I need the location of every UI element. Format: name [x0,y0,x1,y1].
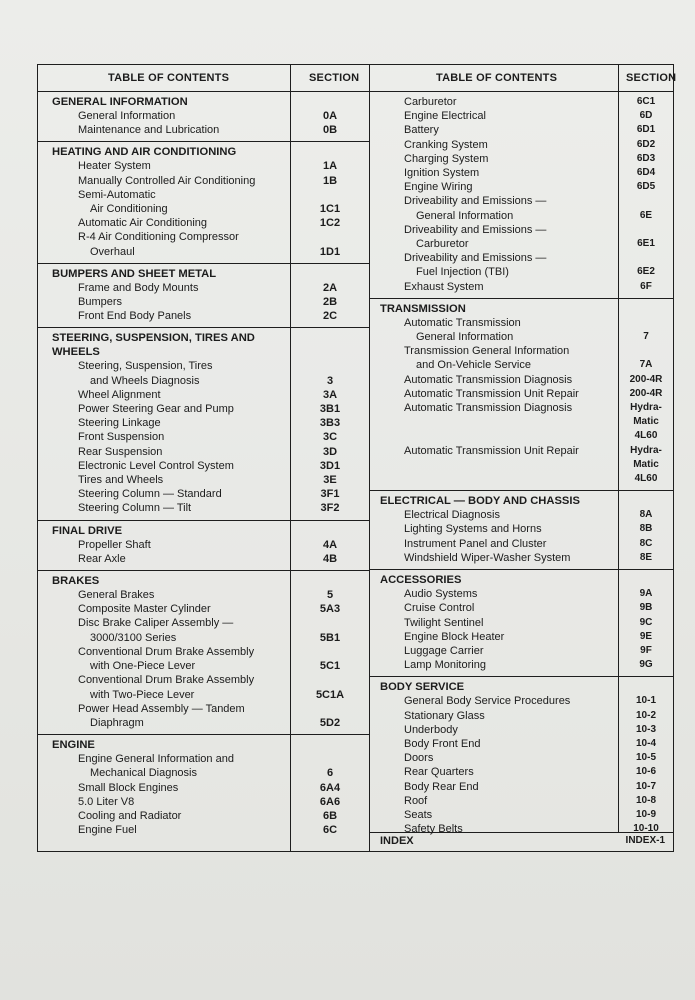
entry-label: Maintenance and Lubrication [78,124,220,137]
entry-label: Steering Linkage [78,417,161,430]
toc-entry [38,374,369,388]
group-title: TRANSMISSION [380,302,466,315]
toc-entry [370,123,673,137]
entry-section-code: 9C [639,616,653,628]
entry-section-code: 6D2 [636,138,656,150]
toc-entry [370,316,673,330]
toc-entry [38,174,369,188]
group-title: HEATING AND AIR CONDITIONING [52,146,237,159]
entry-section-code: 10-6 [635,766,656,778]
entry-section-code: 0B [322,124,338,137]
entry-label: General Brakes [78,589,155,602]
toc-entry [38,552,369,566]
entry-label: Engine Fuel [78,824,137,837]
entry-section-code: 5A3 [319,603,341,616]
toc-entry [38,459,369,473]
entry-section-code: 2A [322,281,338,294]
entry-section-code: 3F2 [320,502,340,515]
toc-entry [38,645,369,659]
group-title: ELECTRICAL — BODY AND CHASSIS [380,495,580,508]
entry-label: Audio Systems [404,588,478,601]
entry-label: with One-Piece Lever [90,660,196,673]
entry-label: Ignition System [404,167,480,180]
entry-section-code: 1A [322,160,338,173]
group-title: BUMPERS AND SHEET METAL [52,267,217,280]
entry-section-code: Hydra- [630,444,662,456]
entry-section-code: 1C2 [319,217,341,230]
toc-entry [370,508,673,522]
entry-section-code: 1C1 [319,203,341,216]
toc-entry [370,280,673,294]
toc-entry [38,388,369,402]
toc-entry [370,265,673,279]
entry-section-code: 10-1 [635,695,656,707]
toc-entry [370,794,673,808]
right-groups [370,92,673,840]
entry-label: Seats [404,808,433,821]
toc-entry [370,138,673,152]
entry-section-code: 6D5 [636,181,656,193]
entry-label: Mechanical Diagnosis [90,767,197,780]
entry-section-code: 4L60 [634,473,658,485]
entry-label: 5.0 Liter V8 [78,795,135,808]
entry-section-code: 10-7 [635,780,656,792]
entry-section-code: 6 [326,767,334,780]
entry-section-code: 8A [639,509,653,521]
entry-section-code: 2B [322,296,338,309]
toc-entry [370,723,673,737]
entry-section-code: 6E2 [637,266,655,278]
entry-label: 3000/3100 Series [90,631,177,644]
toc-entry [370,601,673,615]
entry-label: Tires and Wheels [78,474,164,487]
toc-group [370,491,673,570]
toc-entry [370,765,673,779]
entry-label: Steering Column — Standard [78,488,222,501]
entry-label: Cruise Control [404,602,475,615]
entry-label: Manually Controlled Air Conditioning [78,174,256,187]
entry-section-code: 4B [322,552,338,565]
toc-entry [370,537,673,551]
entry-section-code: 9B [639,602,653,614]
entry-label: Driveability and Emissions — [404,223,547,236]
entry-label: Automatic Transmission Diagnosis [404,373,573,386]
toc-entry [38,752,369,766]
toc-entry [38,245,369,259]
entry-section-code: 2C [322,310,338,323]
toc-entry [370,152,673,166]
right-header-section: SECTION [626,72,677,84]
toc-entry [370,344,673,358]
entry-label: Fuel Injection (TBI) [416,266,509,279]
toc-entry [370,709,673,723]
entry-label: Power Head Assembly — Tandem [78,702,245,715]
toc-entry [370,616,673,630]
toc-entry [370,109,673,123]
entry-section-code: 10-10 [633,823,659,835]
entry-section-code: 6D3 [636,152,656,164]
toc-entry [38,123,369,137]
toc-entry [38,109,369,123]
left-header [38,65,369,92]
entry-label: Conventional Drum Brake Assembly [78,674,255,687]
entry-label: Electrical Diagnosis [404,509,500,522]
toc-entry [370,630,673,644]
toc-entry [370,808,673,822]
toc-right-column [370,65,677,851]
toc-entry [38,295,369,309]
toc-entry [38,230,369,244]
entry-label: Cranking System [404,138,488,151]
entry-label: Rear Axle [78,552,126,565]
entry-label: Heater System [78,160,151,173]
entry-section-code: 7 [643,331,649,343]
entry-label: Air Conditioning [90,203,168,216]
entry-label: Automatic Transmission Unit Repair [404,444,579,457]
toc-entry [38,202,369,216]
entry-section-code: 6D4 [636,167,656,179]
toc-entry [370,166,673,180]
toc-entry [38,188,369,202]
entry-label: Cooling and Radiator [78,809,182,822]
toc-entry [38,309,369,323]
entry-label: Front End Body Panels [78,310,192,323]
toc-entry [370,587,673,601]
toc-left-column [38,65,370,851]
toc-entry [38,809,369,823]
entry-label: Overhaul [90,245,135,258]
toc-entry [370,237,673,251]
toc-entry [38,673,369,687]
toc-entry [38,795,369,809]
entry-section-code: 8B [639,523,653,535]
toc-entry [370,780,673,794]
toc-entry [370,429,673,443]
toc-entry [38,416,369,430]
toc-entry [38,216,369,230]
entry-section-code: Matic [633,458,659,470]
toc-entry [38,359,369,373]
group-title: BODY SERVICE [380,681,465,694]
entry-section-code: 3 [326,374,334,387]
toc-group [370,570,673,677]
entry-label: and On-Vehicle Service [416,359,531,372]
entry-label: Instrument Panel and Cluster [404,537,547,550]
entry-label: R-4 Air Conditioning Compressor [78,231,239,244]
entry-section-code: 5 [326,589,334,602]
entry-section-code: 3D [322,445,338,458]
toc-entry [38,781,369,795]
entry-label: Engine General Information and [78,753,234,766]
entry-section-code: Matic [633,416,659,428]
entry-section-code: 6A6 [319,795,341,808]
entry-section-code: 9F [640,644,652,656]
entry-section-code: 10-9 [635,808,656,820]
entry-label: Body Rear End [404,780,479,793]
entry-section-code: 6C1 [636,96,656,107]
toc-entry [370,694,673,708]
entry-section-code: 9G [639,659,653,671]
entry-section-code: 3A [322,388,338,401]
entry-section-code: 200-4R [629,387,663,399]
entry-section-code: 3C [322,431,338,444]
entry-label: Steering, Suspension, Tires [78,360,213,373]
entry-section-code: 6D [639,110,653,122]
entry-section-code: 3E [323,474,337,487]
entry-section-code: 9E [639,630,653,642]
index-row [370,832,673,851]
entry-label: Automatic Air Conditioning [78,217,208,230]
right-header [370,65,677,92]
entry-label: Power Steering Gear and Pump [78,403,234,416]
toc-group [38,328,369,520]
entry-label: Luggage Carrier [404,644,484,657]
entry-label: Carburetor [416,238,469,251]
toc-entry [370,330,673,344]
entry-label: Charging System [404,152,489,165]
entry-section-code: 5D2 [319,716,341,729]
entry-label: Semi-Automatic [78,188,156,201]
toc-entry [38,631,369,645]
entry-label: Disc Brake Caliper Assembly — [78,617,234,630]
entry-section-code: 10-8 [635,794,656,806]
entry-label: Exhaust System [404,280,484,293]
toc-entry [370,194,673,208]
entry-section-code: 3D1 [319,459,341,472]
toc-entry [370,644,673,658]
toc-entry [38,588,369,602]
toc-entry [370,472,673,486]
entry-label: Rear Suspension [78,445,163,458]
entry-section-code: 6E1 [637,238,655,250]
entry-label: Safety Belts [404,823,463,836]
group-title: GENERAL INFORMATION [52,96,188,108]
toc-entry [370,251,673,265]
entry-label: Windshield Wiper-Washer System [404,551,571,564]
group-title: ENGINE [52,739,95,752]
toc-entry [38,473,369,487]
entry-label: Engine Electrical [404,110,486,123]
entry-label: Automatic Transmission [404,316,521,329]
toc-entry [38,538,369,552]
entry-label: Lighting Systems and Horns [404,523,542,536]
entry-label: Carburetor [404,96,457,108]
entry-label: Lamp Monitoring [404,659,486,672]
toc-entry [370,401,673,415]
entry-section-code: 3B1 [319,403,341,416]
index-code: INDEX-1 [625,835,665,846]
entry-section-code: 6B [322,809,338,822]
entry-section-code: 5B1 [319,631,341,644]
toc-entry [38,445,369,459]
entry-label: Diaphragm [90,716,144,729]
toc-entry [38,159,369,173]
toc-entry [38,688,369,702]
toc-entry [370,551,673,565]
toc-entry [370,751,673,765]
entry-label: Engine Wiring [404,181,473,194]
toc-entry [38,602,369,616]
toc-group [370,299,673,491]
entry-section-code: 8E [639,551,653,563]
entry-label: Wheel Alignment [78,388,161,401]
left-header-section: SECTION [309,72,360,84]
entry-label: Twilight Sentinel [404,616,484,629]
entry-label: Body Front End [404,737,481,750]
toc-entry [370,415,673,429]
entry-label: Conventional Drum Brake Assembly [78,645,255,658]
entry-label: Doors [404,752,434,765]
toc-entry [38,659,369,673]
toc-entry [38,281,369,295]
entry-section-code: 1B [322,174,338,187]
toc-group [370,92,673,299]
entry-label: Transmission General Information [404,345,570,358]
toc-entry [38,487,369,501]
group-title: ACCESSORIES [380,574,462,587]
entry-label: Frame and Body Mounts [78,281,199,294]
entry-label: Rear Quarters [404,766,474,779]
toc-entry [38,501,369,515]
toc-group [38,735,369,841]
entry-section-code: 7A [639,359,653,371]
left-groups [38,92,369,841]
group-title: FINAL DRIVE [52,524,123,537]
entry-section-code: 8C [639,537,653,549]
toc-entry [370,373,673,387]
entry-label: General Body Service Procedures [404,695,571,708]
toc-entry [370,223,673,237]
entry-section-code: 10-4 [635,737,656,749]
entry-label: Automatic Transmission Diagnosis [404,402,573,415]
group-title: BRAKES [52,575,100,588]
entry-label: Steering Column — Tilt [78,502,192,515]
entry-label: Front Suspension [78,431,165,444]
table-of-contents [37,64,677,852]
entry-section-code: 200-4R [629,373,663,385]
group-title: STEERING, SUSPENSION, TIRES AND [52,332,255,345]
entry-section-code: 6A4 [319,781,341,794]
entry-label: Underbody [404,723,458,736]
entry-label: Driveability and Emissions — [404,252,547,265]
entry-section-code: Hydra- [630,402,662,414]
entry-section-code: 3F1 [320,488,340,501]
toc-entry [370,387,673,401]
index-label: INDEX [380,835,414,847]
entry-section-code: 5C1A [315,688,345,701]
toc-entry [370,737,673,751]
toc-entry [38,402,369,416]
entry-section-code: 10-3 [635,723,656,735]
entry-label: General Information [416,209,514,222]
entry-label: Bumpers [78,296,123,309]
right-header-title: TABLE OF CONTENTS [436,72,558,84]
entry-label: Automatic Transmission Unit Repair [404,387,579,400]
entry-section-code: 4L60 [634,430,658,442]
entry-section-code: 4A [322,538,338,551]
toc-entry [370,444,673,458]
entry-label: Battery [404,124,439,137]
entry-section-code: 1D1 [319,245,341,258]
entry-label: General Information [416,331,514,344]
toc-group [38,571,369,735]
entry-section-code: 10-2 [635,709,656,721]
entry-section-code: 0A [322,110,338,122]
toc-entry [370,95,673,109]
entry-section-code: 6C [322,824,338,837]
toc-entry [370,209,673,223]
toc-group [370,677,673,840]
toc-entry [38,616,369,630]
toc-entry [38,430,369,444]
entry-label: Driveability and Emissions — [404,195,547,208]
entry-section-code: 6D1 [636,124,656,136]
group-title-line2: WHEELS [52,346,100,359]
toc-entry [38,716,369,730]
entry-section-code: 10-5 [635,752,656,764]
toc-entry [38,766,369,780]
entry-section-code: 5C1 [319,660,341,673]
toc-entry [370,358,673,372]
entry-label: Roof [404,794,428,807]
entry-label: Electronic Level Control System [78,459,234,472]
entry-label: and Wheels Diagnosis [90,374,200,387]
toc-group [38,142,369,263]
toc-entry [38,702,369,716]
toc-group [38,92,369,142]
toc-entry [370,180,673,194]
toc-group [38,264,369,329]
entry-label: General Information [78,110,176,122]
entry-label: Small Block Engines [78,781,179,794]
entry-label: Propeller Shaft [78,538,151,551]
toc-entry [370,458,673,472]
entry-label: Stationary Glass [404,709,485,722]
toc-entry [370,522,673,536]
toc-entry [370,658,673,672]
toc-entry [38,823,369,837]
entry-label: with Two-Piece Lever [90,688,195,701]
entry-section-code: 3B3 [319,417,341,430]
entry-section-code: 9A [639,588,653,600]
entry-label: Engine Block Heater [404,630,505,643]
left-header-title: TABLE OF CONTENTS [108,72,230,84]
toc-group [38,521,369,571]
entry-label: Composite Master Cylinder [78,603,211,616]
entry-section-code: 6F [640,280,652,292]
entry-section-code: 6E [639,209,653,221]
